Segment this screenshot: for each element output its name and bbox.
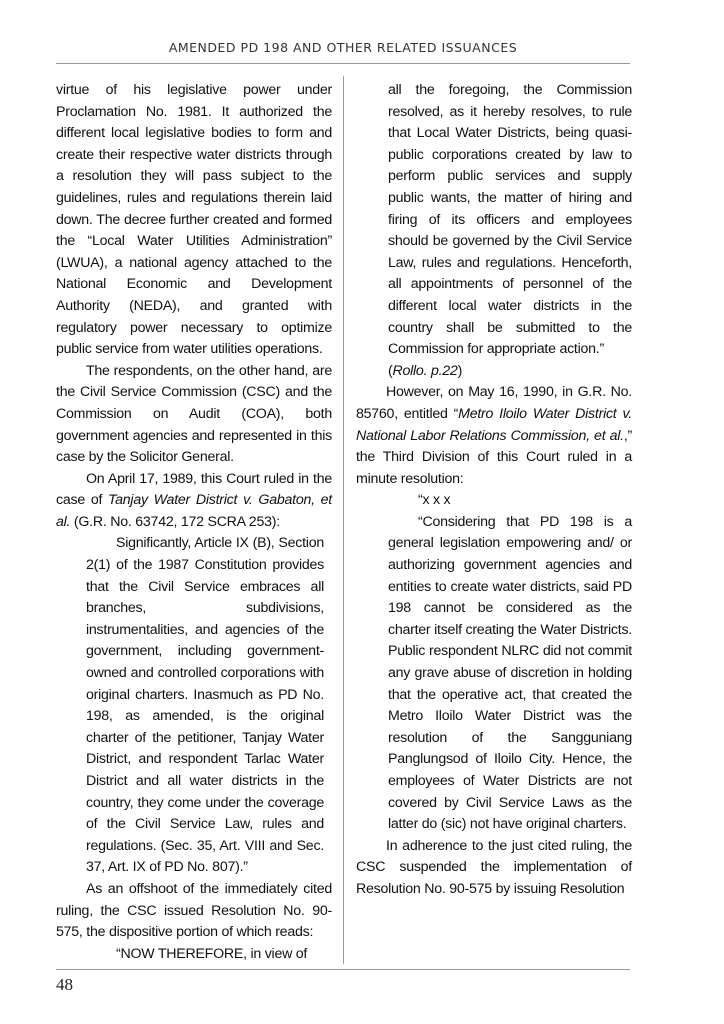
paragraph-5 — [356, 382, 632, 490]
rollo-citation: Rollo. p.22 — [392, 362, 458, 379]
resolution-text: all the foregoing, the Commission resolved, as it hereby resolves, to rule that Local Water Districts, being quasi-public corporations created by law to perform public services and supply public wants, the matter of hiring and firing of its officers and employees should be governed by the Civil Service Law, rules and regulations. Henceforth, all appointments of personnel of the different local water districts in the country shall be submitted to the Commission for appropriate action.” — [388, 82, 632, 358]
block-quote: Significantly, Article IX (B), Section 2(1) of the 1987 Constitution provides that the Civil Service embraces all branches, subdivisions, instrumentalities, and agencies of the government, including government-owned and controlled corporations with original charters. Inasmuch as PD No. 198, as amended, is the original charter of the petitioner, Tanjay Water District, and respondent Tarlac Water District and all water districts in the country, they come under the coverage of the Civil Service Law, rules and regulations. (Sec. 35, Art. VIII and Sec. 37, Art. IX of PD No. 807).” — [86, 535, 324, 876]
paragraph-3-text: On April 17, 1989, this Court ruled in the case of — [56, 470, 332, 509]
case-name: Tanjay Water District v. Gabaton, et al. — [56, 492, 332, 530]
paragraph-4: As an offshoot of the immediately cited ruling, the CSC issued Resolution No. 90-575, the dispositive portion of which reads: — [56, 880, 332, 941]
resolution-quote-continued: all the foregoing, the Commission resolved, as it hereby resolves, to rule that Local Water Districts, being quasi-public corporations created by law to perform public services and supply public wants, the matter of hiring and firing of its officers and employees should be governed by the Civil Service Law, rules and regulations. Henceforth, all appointments of personnel of the different local water districts in the country shall be submitted to the Commission for appropriate action.” (Rollo. p.22) — [388, 82, 632, 379]
column-divider — [343, 76, 344, 964]
running-header: AMENDED PD 198 AND OTHER RELATED ISSUANCES — [168, 40, 518, 55]
paragraph-3 — [56, 469, 332, 534]
paragraph-1: virtue of his legislative power under Proclamation No. 1981. It authorized the different local legislative bodies to form and create their respective water districts through a resolution they will pass subject to the guidelines, rules and regulations therein laid down. The decree further created and formed the “Local Water Utilities Administration” (LWUA), a national agency attached to the National Economic and Development Authority (NEDA), and granted with regulatory power necessary to optimize public service from water utilities operations. — [56, 82, 332, 358]
paragraph-5-tail: ,” the Third Division of this Court ruled in a minute resolution: — [356, 427, 632, 487]
footer-rule — [56, 969, 630, 970]
paragraph-6: In adherence to the just cited ruling, the CSC suspended the implementation of Resolution No. 90-575 by issuing Resolution — [356, 837, 632, 897]
case-name-2: Metro Iloilo Water District v. National Labor Relations Commission, et al. — [356, 405, 632, 444]
ellipsis-marker: “x x x — [418, 492, 451, 509]
header-rule — [56, 63, 630, 64]
paragraph-3-citation: (G.R. No. 63742, 172 SCRA 253): — [70, 513, 280, 530]
minute-resolution-quote: “Considering that PD 198 is a general legislation empowering and/ or authorizing government agencies and entities to create water districts, said PD 198 cannot be considered as the charter itself creating the Water Districts. Public respondent NLRC did not commit any grave abuse of discretion in holding that the operative act, that created the Metro Iloilo Water District was the resolution of the Sangguniang Panglungsod of Iloilo City. Hence, the employees of Water Districts are not covered by Civil Service Laws as the latter do (sic) not have original charters. — [388, 513, 632, 833]
right-column — [356, 80, 632, 901]
page-number: 48 — [56, 975, 73, 994]
resolution-quote-start: “NOW THEREFORE, in view of — [116, 945, 308, 962]
left-column — [56, 80, 332, 965]
paragraph-5-text: However, on May 16, 1990, in G.R. No. 85760, entitled “ — [356, 384, 632, 422]
paragraph-2: The respondents, on the other hand, are the Civil Service Commission (CSC) and the Commission on Audit (COA), both government agencies and represented in this case by the Solicitor General. — [56, 362, 332, 466]
